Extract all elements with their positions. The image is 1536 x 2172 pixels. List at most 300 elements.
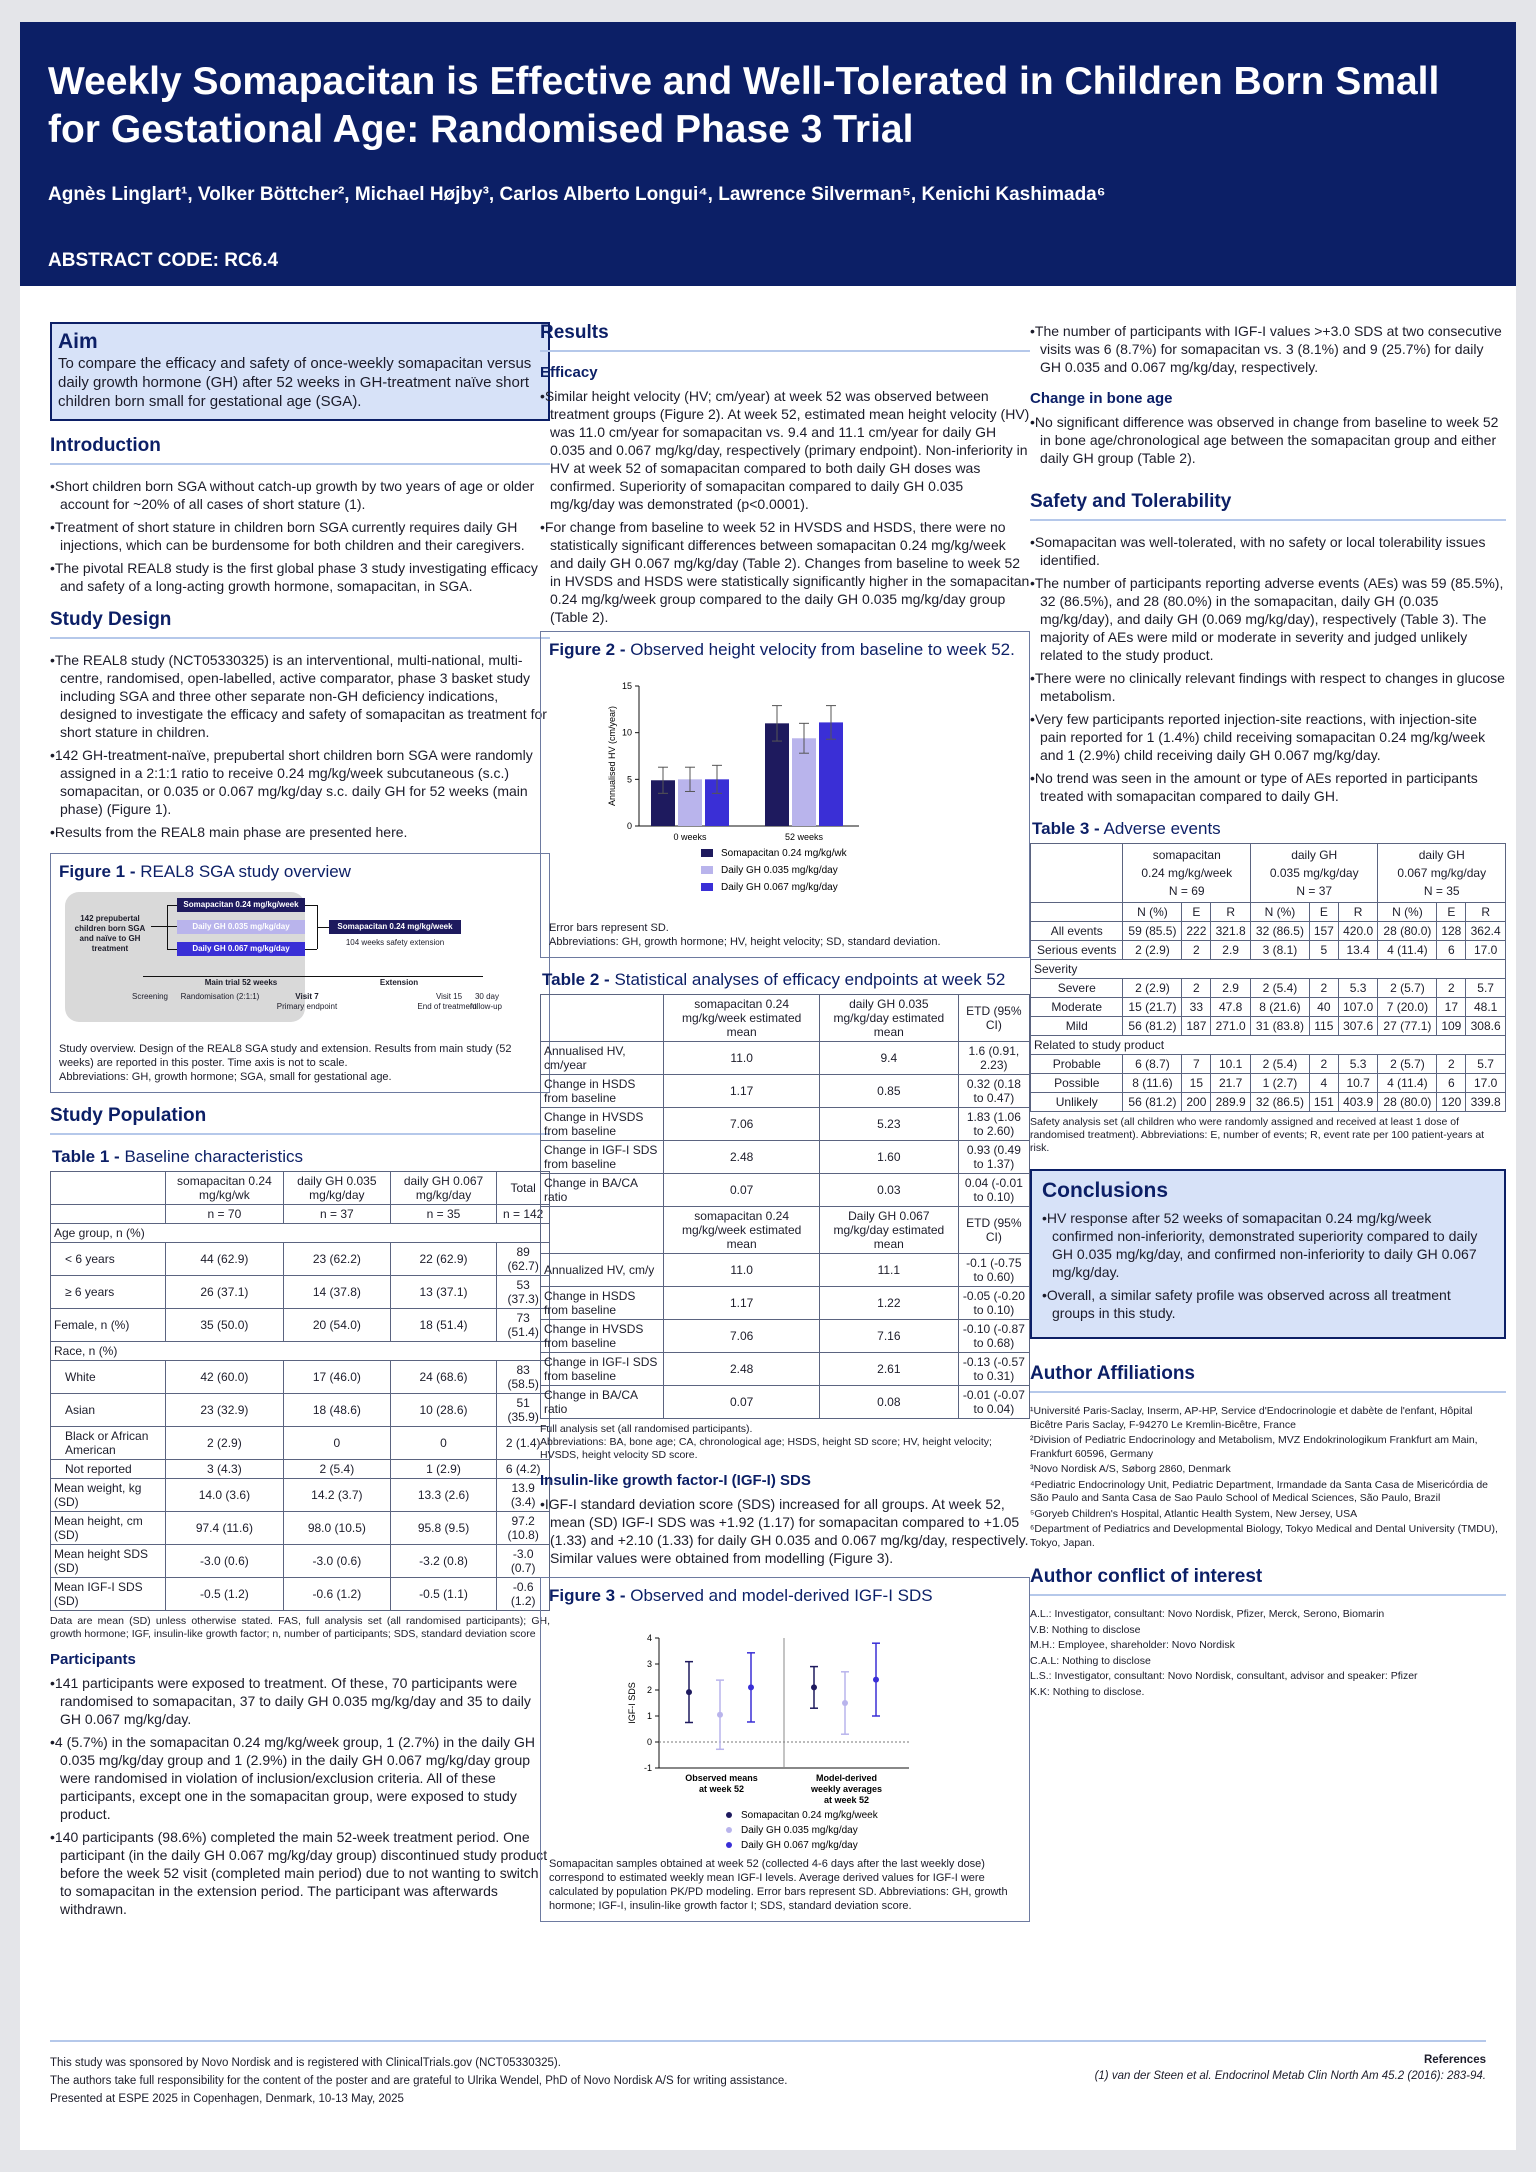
table-cell: N (%): [1378, 903, 1437, 922]
legend-swatch: [701, 866, 713, 874]
table-cell: 2: [1437, 979, 1466, 998]
table-1: [50, 1171, 550, 1611]
table-cell: 403.9: [1338, 1093, 1378, 1112]
table-cell: 28 (80.0): [1378, 1093, 1437, 1112]
table-cell: 1.6 (0.91, 2.23): [958, 1042, 1029, 1075]
table-cell: Unlikely: [1031, 1093, 1123, 1112]
bone-age-heading: Change in bone age: [1030, 390, 1173, 407]
table-row: [541, 1042, 1030, 1075]
table-cell: 2 (5.4): [284, 1460, 391, 1479]
table-cell: 1.83 (1.06 to 2.60): [958, 1108, 1029, 1141]
bullet-item: • Overall, a similar safety profile was observed across all treatment groups in this study.: [1042, 1286, 1494, 1322]
legend-label: Somapacitan 0.24 mg/kg/wk: [721, 848, 847, 859]
table-row: [51, 1276, 550, 1309]
table-cell: Change in HSDS from baseline: [541, 1075, 664, 1108]
y-tick-label: 2: [646, 1685, 652, 1695]
fig2-label: Figure 2 -: [549, 640, 626, 659]
table-cell: 2.61: [819, 1353, 958, 1386]
reference-1: (1) van der Steen et al. Endocrinol Metab Clin North Am 45.2 (2016): 283-94.: [1094, 2070, 1486, 2082]
table-cell: 13 (37.1): [390, 1276, 497, 1309]
x-tick-label: 52 weeks: [784, 832, 824, 842]
table-cell: 73 (51.4): [497, 1309, 550, 1342]
table-cell: Change in BA/CA ratio: [541, 1174, 664, 1207]
conclusions-heading: Conclusions: [1042, 1179, 1169, 1202]
table-cell: 26 (37.1): [165, 1276, 283, 1309]
table-cell: 59 (85.5): [1123, 922, 1182, 941]
fig1-arm1: Somapacitan 0.24 mg/kg/week: [177, 898, 305, 912]
bullet-item: • 4 (5.7%) in the somapacitan 0.24 mg/kg/week group, 1 (2.7%) in the daily GH 0.035 mg/kg/day group and 1 (2.9%) in the daily GH 0.067 mg/kg/day group were randomised in violation of inclusion/exclusion criteria. All of these participants, except one in the somapacitan group, were exposed to study product.: [50, 1733, 550, 1823]
table-cell: E: [1182, 903, 1211, 922]
timeline: [143, 976, 483, 977]
bullet-item: • There were no clinically relevant findings with respect to changes in glucose metabolism.: [1030, 669, 1506, 705]
table-cell: Mean height, cm (SD): [51, 1512, 166, 1545]
table-cell: -3.2 (0.8): [390, 1545, 497, 1578]
t1-label: Table 1 -: [52, 1147, 120, 1166]
table-cell: [51, 1172, 166, 1205]
table-row: [51, 1460, 550, 1479]
footer: [50, 2040, 1486, 2108]
table-cell: daily GH 0.067 mg/kg/day: [390, 1172, 497, 1205]
table-row: [51, 1479, 550, 1512]
bone-age-bullets: [1030, 413, 1506, 467]
table-cell: 0: [284, 1427, 391, 1460]
y-axis-label: IGF-I SDS: [627, 1682, 637, 1724]
table-cell: 44 (62.9): [165, 1243, 283, 1276]
group-header: somapacitan: [1152, 848, 1221, 862]
table-cell: 14.2 (3.7): [284, 1479, 391, 1512]
table-cell: 17.0: [1466, 941, 1506, 960]
table-cell: Serious events: [1031, 941, 1123, 960]
table-cell: 89 (62.7): [497, 1243, 550, 1276]
table-cell: White: [51, 1361, 166, 1394]
table-cell: 95.8 (9.5): [390, 1512, 497, 1545]
table-cell: 0.32 (0.18 to 0.47): [958, 1075, 1029, 1108]
table-cell: 98.0 (10.5): [284, 1512, 391, 1545]
bullet-item: • HV response after 52 weeks of somapacitan 0.24 mg/kg/week confirmed non-inferiority, demonstrated superiority compared to daily GH 0.035 mg/kg/day, and confirmed non-inferiority to daily GH 0.067 mg/kg/day.: [1042, 1209, 1494, 1281]
connector: [151, 926, 177, 927]
table-cell: n = 35: [390, 1205, 497, 1224]
table-row: [51, 1545, 550, 1578]
table-cell: 4 (11.4): [1378, 1074, 1437, 1093]
table-row: [51, 1427, 550, 1460]
bullet-item: • The number of participants with IGF-I values >+3.0 SDS at two consecutive visits was 6 (8.7%) for somapacitan vs. 3 (8.1%) and 9 (25.7%) for daily GH 0.035 and 0.067 mg/kg/day, respectively.: [1030, 322, 1506, 376]
t2-label: Table 2 -: [542, 970, 610, 989]
group-header: 0.035 mg/kg/day: [1269, 866, 1359, 880]
table-cell: 53 (37.3): [497, 1276, 550, 1309]
fig1-main-trial: Main trial 52 weeks: [204, 978, 278, 987]
table-cell: Black or African American: [51, 1427, 166, 1460]
x-tick-label: weekly averages: [810, 1784, 883, 1794]
table-row: [51, 1578, 550, 1611]
table-row: [541, 1108, 1030, 1141]
legend-label: Somapacitan 0.24 mg/kg/week: [741, 1810, 878, 1821]
table-cell: 120: [1437, 1093, 1466, 1112]
table-cell: Mean IGF-I SDS (SD): [51, 1578, 166, 1611]
table-row: [1031, 941, 1506, 960]
t2-note: [540, 1423, 1030, 1462]
table-cell: -0.1 (-0.75 to 0.60): [958, 1254, 1029, 1287]
table-cell: 2.9: [1211, 979, 1251, 998]
group-header: N = 69: [1168, 884, 1205, 898]
table-cell: 289.9: [1211, 1093, 1251, 1112]
table-cell: 0.03: [819, 1174, 958, 1207]
table-cell: 2.48: [664, 1353, 820, 1386]
population-heading: Study Population: [50, 1105, 550, 1135]
t2-title: Statistical analyses of efficacy endpoints at week 52: [614, 970, 1006, 989]
participants-bullets: [50, 1674, 550, 1918]
group-header: daily GH: [1291, 848, 1338, 862]
fig1-title: REAL8 SGA study overview: [140, 862, 351, 881]
fig1-primary-endpoint: Primary endpoint: [276, 1002, 338, 1011]
bullet-item: • Very few participants reported injection-site reactions, with injection-site pain reported for 1 (1.4%) child receiving somapacitan 0.24 mg/kg/week and 1 (2.9%) child receiving daily GH 0.067 mg/kg/day.: [1030, 710, 1506, 764]
fig1-screening: Screening: [131, 992, 169, 1001]
table-cell: All events: [1031, 922, 1123, 941]
table-cell: -0.5 (1.1): [390, 1578, 497, 1611]
table-row: [541, 1075, 1030, 1108]
table-cell: 4: [1309, 1074, 1338, 1093]
data-point: [811, 1684, 817, 1690]
table-cell: -3.0 (0.6): [284, 1545, 391, 1578]
table-cell: 3 (8.1): [1250, 941, 1309, 960]
table-cell: 1.60: [819, 1141, 958, 1174]
table-cell: 8 (21.6): [1250, 998, 1309, 1017]
table-cell: 0.93 (0.49 to 1.37): [958, 1141, 1029, 1174]
data-point: [748, 1684, 754, 1690]
table-cell: -3.0 (0.6): [165, 1545, 283, 1578]
intro-heading: Introduction: [50, 435, 550, 465]
table-row: [1031, 960, 1506, 979]
y-tick-label: 1: [646, 1711, 652, 1721]
x-tick-label: Observed means: [685, 1773, 758, 1783]
table-cell: 2 (2.9): [1123, 979, 1182, 998]
conclusions-box: [1030, 1169, 1506, 1339]
fig1-arm3: Daily GH 0.067 mg/kg/day: [177, 942, 305, 956]
table-cell: 15: [1182, 1074, 1211, 1093]
group-header: N = 37: [1296, 884, 1333, 898]
data-point: [873, 1677, 879, 1683]
bullet-item: • The REAL8 study (NCT05330325) is an interventional, multi-national, multi-centre, randomised, open-labelled, active comparator, phase 3 basket study including SGA and three other separate non-GH deficiency indications, designed to investigate the efficacy and safety of somapacitan as treatment for short stature in children.: [50, 651, 550, 741]
legend-swatch: [701, 849, 713, 857]
table-cell: Mild: [1031, 1017, 1123, 1036]
table-cell: 14 (37.8): [284, 1276, 391, 1309]
table-cell: somapacitan 0.24 mg/kg/week estimated mean: [664, 995, 820, 1042]
connector: [167, 949, 177, 950]
table-cell: 15 (21.7): [1123, 998, 1182, 1017]
table-cell: Age group, n (%): [51, 1224, 550, 1243]
table-row: [541, 1207, 1030, 1254]
table-cell: 1.22: [819, 1287, 958, 1320]
table-cell: Change in IGF-I SDS from baseline: [541, 1353, 664, 1386]
table-cell: 13.4: [1338, 941, 1378, 960]
table-cell: 11.0: [664, 1042, 820, 1075]
y-tick-label: 5: [626, 774, 632, 785]
table-cell: n = 142: [497, 1205, 550, 1224]
fig1-visit15: Visit 15: [435, 992, 463, 1001]
y-tick-label: 3: [646, 1659, 652, 1669]
table-cell: n = 70: [165, 1205, 283, 1224]
table-cell: [1250, 844, 1377, 903]
table-cell: 13.3 (2.6): [390, 1479, 497, 1512]
table-cell: 0.07: [664, 1174, 820, 1207]
table-cell: 11.1: [819, 1254, 958, 1287]
legend-label: Daily GH 0.035 mg/kg/day: [721, 865, 838, 876]
table-cell: 0: [390, 1427, 497, 1460]
bullet-item: • Similar height velocity (HV; cm/year) at week 52 was observed between treatment groups (Figure 2). At week 52, estimated mean height velocity (HV) was 11.0 cm/year for somapacitan vs. 9.4 and 11.1 cm/year for daily GH 0.035 and 0.067 mg/kg/day, respectively (primary endpoint). Non-inferiority in HV at week 52 of somapacitan compared to both daily GH doses was confirmed. Superiority of somapacitan compared to daily GH 0.035 mg/kg/day was demonstrated (p<0.0001).: [540, 387, 1030, 513]
connector: [305, 905, 317, 906]
table-cell: somapacitan 0.24 mg/kg/week estimated mean: [664, 1207, 820, 1254]
fig1-label: Figure 1 -: [59, 862, 136, 881]
igf-threshold-bullets: [1030, 322, 1506, 376]
table-2: [540, 994, 1030, 1419]
y-tick-label: 0: [626, 821, 632, 831]
table-cell: somapacitan 0.24 mg/kg/wk: [165, 1172, 283, 1205]
table-cell: 128: [1437, 922, 1466, 941]
table-cell: Change in HVSDS from baseline: [541, 1320, 664, 1353]
table-cell: 10 (28.6): [390, 1394, 497, 1427]
table-row: [51, 1309, 550, 1342]
table-cell: 32 (86.5): [1250, 1093, 1309, 1112]
table-row: [541, 1141, 1030, 1174]
table-cell: 157: [1309, 922, 1338, 941]
table-cell: 5.7: [1466, 979, 1506, 998]
legend-label: Daily GH 0.067 mg/kg/day: [741, 1840, 858, 1851]
figure-1: [50, 853, 550, 1093]
y-tick-label: -1: [643, 1763, 652, 1773]
list-item: L.S.: Investigator, consultant: Novo Nordisk, consultant, advisor and speaker: Pfizer: [1030, 1670, 1418, 1682]
fig1-abbreviations: Abbreviations: GH, growth hormone; SGA, small for gestational age.: [59, 1071, 392, 1083]
table-cell: 27 (77.1): [1378, 1017, 1437, 1036]
table-cell: 48.1: [1466, 998, 1506, 1017]
table-cell: 56 (81.2): [1123, 1017, 1182, 1036]
bullet-item: • 141 participants were exposed to treatment. Of these, 70 participants were randomised to somapacitan, 37 to daily GH 0.035 mg/kg/day and 35 to daily GH 0.067 mg/kg/day.: [50, 1674, 550, 1728]
results-heading: Results: [540, 322, 1030, 352]
table-cell: 97.2 (10.8): [497, 1512, 550, 1545]
list-item: ⁶Department of Pediatrics and Developmental Biology, Tokyo Medical and Dental University (TMDU), Tokyo, Japan.: [1030, 1523, 1498, 1549]
data-point: [842, 1700, 848, 1706]
fig1-visit7: Visit 7: [295, 992, 319, 1001]
bullet-item: • Results from the REAL8 main phase are presented here.: [50, 823, 550, 841]
table-row: [1031, 903, 1506, 922]
table-cell: 187: [1182, 1017, 1211, 1036]
table-cell: -0.01 (-0.07 to 0.04): [958, 1386, 1029, 1419]
safety-bullets: [1030, 533, 1506, 805]
footer-presented: Presented at ESPE 2025 in Copenhagen, Denmark, 10-13 May, 2025: [50, 2093, 404, 2105]
group-header: 0.067 mg/kg/day: [1397, 866, 1487, 880]
table-cell: 5.23: [819, 1108, 958, 1141]
table-cell: 1 (2.7): [1250, 1074, 1309, 1093]
t1-title: Baseline characteristics: [124, 1147, 304, 1166]
table-cell: ETD (95% CI): [958, 995, 1029, 1042]
bullet-item: • Treatment of short stature in children born SGA currently requires daily GH injections, which can be burdensome for both children and their caregivers.: [50, 518, 550, 554]
table-cell: E: [1437, 903, 1466, 922]
table-cell: -0.6 (1.2): [497, 1578, 550, 1611]
table-cell: 32 (86.5): [1250, 922, 1309, 941]
table-cell: 13.9 (3.4): [497, 1479, 550, 1512]
legend-swatch: [701, 883, 713, 891]
table-cell: Change in IGF-I SDS from baseline: [541, 1141, 664, 1174]
table-cell: 40: [1309, 998, 1338, 1017]
legend-label: Daily GH 0.035 mg/kg/day: [741, 1825, 858, 1836]
table-cell: < 6 years: [51, 1243, 166, 1276]
igf-bullets: [540, 1495, 1030, 1567]
fig1-30day: 30 day: [474, 992, 500, 1001]
table-cell: [541, 995, 664, 1042]
t3-note: Safety analysis set (all children who were randomly assigned and received at least 1 dose of randomised treatment). Abbreviations: E, number of events; R, event rate per 100 patient-years at risk.: [1030, 1116, 1485, 1154]
table-cell: 14.0 (3.6): [165, 1479, 283, 1512]
table-cell: Possible: [1031, 1074, 1123, 1093]
footer-writing: The authors take full responsibility for the content of the poster and are grateful to Ulrika Wendel, PhD of Novo Nordisk A/S for writing assistance.: [50, 2075, 788, 2087]
list-item: A.L.: Investigator, consultant: Novo Nordisk, Pfizer, Merck, Serono, Biomarin: [1030, 1608, 1385, 1620]
table-cell: [541, 1207, 664, 1254]
table-row: [1031, 1093, 1506, 1112]
table-row: [51, 1205, 550, 1224]
fig1-extension-note: 104 weeks safety extension: [345, 938, 445, 947]
aim-text: To compare the efficacy and safety of once-weekly somapacitan versus daily growth hormone (GH) after 52 weeks in GH-treatment naïve short children born small for gestational age (SGA).: [58, 355, 532, 410]
table-cell: ETD (95% CI): [958, 1207, 1029, 1254]
references-heading: References: [1423, 2054, 1486, 2066]
table-cell: 22 (62.9): [390, 1243, 497, 1276]
bullet-item: • The pivotal REAL8 study is the first global phase 3 study investigating efficacy and safety of a long-acting growth hormone, somapacitan, in SGA.: [50, 559, 550, 595]
bullet-item: • Somapacitan was well-tolerated, with no safety or local tolerability issues identified.: [1030, 533, 1506, 569]
data-point: [717, 1712, 723, 1718]
table-row: [541, 1386, 1030, 1419]
table-cell: Severity: [1031, 960, 1506, 979]
table-cell: 97.4 (11.6): [165, 1512, 283, 1545]
table-cell: 47.8: [1211, 998, 1251, 1017]
column-middle: [540, 322, 1030, 1934]
author-list: Agnès Linglart¹, Volker Böttcher², Michael Højby³, Carlos Alberto Longui⁴, Lawrence Silverman⁵, Kenichi Kashimada⁶: [48, 184, 1106, 205]
table-cell: 2: [1182, 979, 1211, 998]
table-cell: 24 (68.6): [390, 1361, 497, 1394]
table-cell: Daily GH 0.067 mg/kg/day estimated mean: [819, 1207, 958, 1254]
references: [1095, 2054, 1486, 2082]
table-cell: 7 (20.0): [1378, 998, 1437, 1017]
aim-box: [50, 322, 550, 421]
figure-3: [540, 1577, 1030, 1922]
bullet-item: • For change from baseline to week 52 in HVSDS and HSDS, there were no statistically significant differences between somapacitan 0.24 mg/kg/week and daily GH 0.067 mg/kg/day (Table 2). Changes from baseline to week 52 in HVSDS and HSDS were statistically significantly higher in the somapacitan 0.24 mg/kg/week group compared to the daily GH 0.035 mg/kg/day group (Table 2).: [540, 518, 1030, 626]
table-cell: -0.05 (-0.20 to 0.10): [958, 1287, 1029, 1320]
table-cell: 33: [1182, 998, 1211, 1017]
intro-bullets: [50, 477, 550, 595]
table-cell: Severe: [1031, 979, 1123, 998]
poster-title: Weekly Somapacitan is Effective and Well-Tolerated in Children Born Small for Gestational Age: Randomised Phase 3 Trial: [48, 60, 1440, 151]
table-cell: 362.4: [1466, 922, 1506, 941]
table-cell: 7.06: [664, 1108, 820, 1141]
abstract-code: ABSTRACT CODE: RC6.4: [48, 250, 279, 271]
figure-2: [540, 631, 1030, 958]
list-item: V.B: Nothing to disclose: [1030, 1623, 1141, 1636]
table-cell: 2 (1.4): [497, 1427, 550, 1460]
table-cell: 56 (81.2): [1123, 1093, 1182, 1112]
table-row: [51, 1512, 550, 1545]
table-cell: 6: [1437, 941, 1466, 960]
table-cell: -0.10 (-0.87 to 0.68): [958, 1320, 1029, 1353]
table-row: [51, 1243, 550, 1276]
table-cell: Annualized HV, cm/y: [541, 1254, 664, 1287]
table-row: [1031, 1036, 1506, 1055]
legend-marker: [726, 1827, 732, 1833]
table-cell: 2: [1309, 979, 1338, 998]
connector: [317, 927, 329, 928]
connector: [167, 905, 177, 906]
table-cell: 17 (46.0): [284, 1361, 391, 1394]
table-cell: Race, n (%): [51, 1342, 550, 1361]
list-item: ⁴Pediatric Endocrinology Unit, Pediatric Department, Irmandade da Santa Casa de Misericórdia de São Paulo and Santa Casa de Sao Paulo School of Medical Sciences, São Paulo, Brazil: [1030, 1478, 1488, 1504]
table-row: [541, 1174, 1030, 1207]
table-cell: 2 (5.7): [1378, 1055, 1437, 1074]
footer-sponsor: This study was sponsored by Novo Nordisk and is registered with ClinicalTrials.gov (NCT05330325).: [50, 2057, 561, 2069]
table-cell: N (%): [1123, 903, 1182, 922]
list-item: ³Novo Nordisk A/S, Søborg 2860, Denmark: [1030, 1463, 1231, 1475]
connector: [305, 949, 317, 950]
connector: [167, 905, 168, 949]
coi-heading: Author conflict of interest: [1030, 1566, 1506, 1596]
table-row: [51, 1394, 550, 1427]
t3-title: Adverse events: [1103, 819, 1221, 838]
table-cell: 5.3: [1338, 979, 1378, 998]
fig1-caption: Study overview. Design of the REAL8 SGA study and extension. Results from main study (52 weeks) are reported in this poster. Time axis is not to scale.: [59, 1043, 512, 1069]
list-item: ²Division of Pediatric Endocrinology and Metabolism, MVZ Endokrinologikum Frankfurt am Main, Frankfurt 60596, Germany: [1030, 1434, 1478, 1460]
table-cell: 11.0: [664, 1254, 820, 1287]
table-cell: 0.07: [664, 1386, 820, 1419]
table-cell: 1 (2.9): [390, 1460, 497, 1479]
table-cell: 151: [1309, 1093, 1338, 1112]
group-header: daily GH: [1418, 848, 1465, 862]
table-cell: 6 (8.7): [1123, 1055, 1182, 1074]
table-cell: [1031, 844, 1123, 903]
table-cell: 2: [1182, 941, 1211, 960]
group-header: 0.24 mg/kg/week: [1141, 866, 1233, 880]
table-cell: Related to study product: [1031, 1036, 1506, 1055]
table-cell: 23 (32.9): [165, 1394, 283, 1427]
table-cell: R: [1211, 903, 1251, 922]
table-cell: 10.7: [1338, 1074, 1378, 1093]
data-point: [686, 1689, 692, 1695]
table-cell: 7.06: [664, 1320, 820, 1353]
table-cell: E: [1309, 903, 1338, 922]
y-tick-label: 10: [621, 727, 632, 738]
table-row: [541, 1320, 1030, 1353]
table-cell: 107.0: [1338, 998, 1378, 1017]
table-cell: daily GH 0.035 mg/kg/day: [284, 1172, 391, 1205]
table-cell: 20 (54.0): [284, 1309, 391, 1342]
x-tick-label: 0 weeks: [673, 832, 707, 842]
legend-marker: [726, 1842, 732, 1848]
efficacy-bullets: [540, 387, 1030, 626]
x-tick-label: at week 52: [698, 1784, 745, 1794]
table-row: [51, 1361, 550, 1394]
table-cell: 2: [1437, 1055, 1466, 1074]
table-cell: R: [1338, 903, 1378, 922]
table-cell: Mean weight, kg (SD): [51, 1479, 166, 1512]
efficacy-heading: Efficacy: [540, 364, 598, 381]
participants-heading: Participants: [50, 1651, 136, 1668]
x-tick-label: at week 52: [823, 1795, 870, 1805]
fig1-extension: Extension: [379, 978, 419, 987]
safety-heading: Safety and Tolerability: [1030, 491, 1506, 521]
table-row: [541, 1287, 1030, 1320]
fig1-randomisation: Randomisation (2:1:1): [180, 992, 260, 1001]
table-cell: 1.17: [664, 1287, 820, 1320]
table-cell: 0.85: [819, 1075, 958, 1108]
table-cell: 7.16: [819, 1320, 958, 1353]
table-cell: Change in BA/CA ratio: [541, 1386, 664, 1419]
legend-label: Daily GH 0.067 mg/kg/day: [721, 882, 838, 893]
table-cell: Female, n (%): [51, 1309, 166, 1342]
fig2-note: Error bars represent SD.: [549, 922, 669, 934]
table-cell: 17: [1437, 998, 1466, 1017]
table-row: [541, 1353, 1030, 1386]
